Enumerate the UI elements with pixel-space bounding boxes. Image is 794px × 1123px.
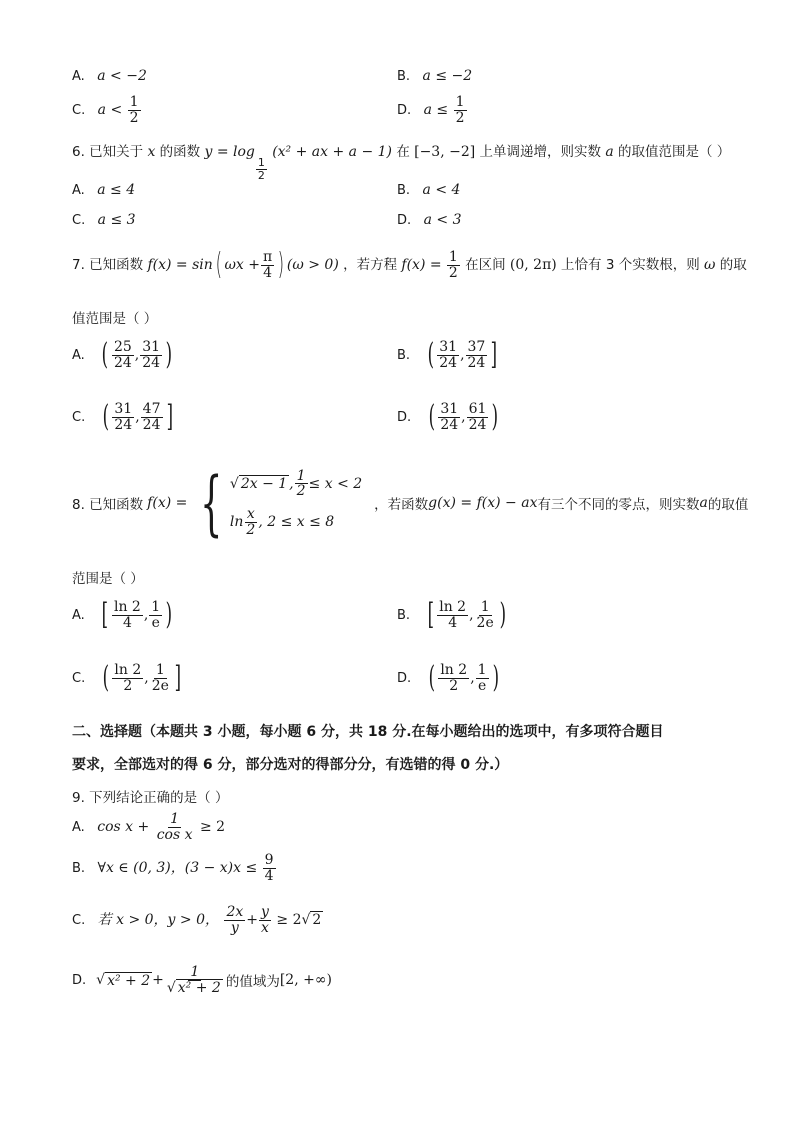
fraction-numerator: x [246,506,255,522]
q8-option-c-frac-1 [112,663,143,693]
q6-option-c-label: C. [72,213,86,228]
q8-var-a: a [699,495,708,511]
q6-log-arg: (x² + ax + a − 1) [272,144,393,160]
bracket-right: ) [499,597,506,633]
fraction-denominator: e [151,614,160,631]
paren-left: ( [215,247,222,283]
q8-case-1-comma: , [289,475,294,492]
q6-option-c [72,212,136,228]
q6-option-b-label: B. [397,183,411,198]
bracket-left: ( [428,399,435,435]
bracket-left: ( [428,660,435,696]
q7-option-c-frac-1 [112,402,134,432]
q8-option-a-label: A. [72,608,85,624]
fraction-denominator: cos x [156,826,193,843]
q6-stem-text: 在 [396,144,410,160]
q6-stem-text: 的函数 [159,144,201,160]
q8-option-a-frac-1 [112,600,143,630]
fraction-denominator: 24 [142,416,161,433]
q5-option-d [397,95,468,125]
q8-stem-line-2 [72,567,144,587]
sqrt-sign: √ [301,912,311,929]
q7-option-b: B. ( $\frac{31}{24}$ , $\frac{37}{24}$ ] [397,337,498,373]
q9-option-d-fraction [165,965,225,995]
bracket-right: ] [166,399,173,435]
q6-option-d-label: D. [397,213,412,228]
q7-pi-fraction [261,250,274,280]
fraction-denominator: 2 [246,521,256,538]
q9-option-b [72,853,277,883]
q7-condition: (ω > 0) [286,257,339,274]
fraction-numerator: ln 2 [114,662,142,678]
q5-option-d-label: D. [397,103,412,119]
q8-func: f(x) = [147,495,188,511]
q5-option-c [72,95,142,125]
bracket-left: ( [102,660,109,696]
q7-stem-text: 7. 已知函数 [72,257,144,274]
q6-stem-text: 上单调递增，则实数 [479,144,602,160]
fraction-numerator: 1 [129,94,139,110]
fraction-denominator: 2 [448,264,458,281]
q8-g-func: g(x) = f(x) − ax [428,495,538,511]
fraction-numerator: ln 2 [440,662,468,678]
q7-option-a: A. ( $\frac{25}{24}$ , $\frac{31}{24}$ ) [72,337,173,373]
q6-option-a-expr: a ≤ 4 [97,182,136,198]
q7-option-c: C. ( $\frac{31}{24}$ , $\frac{47}{24}$ ] [72,399,173,435]
q7-option-b-frac-1 [437,340,459,370]
q9-option-a-post: ≥ 2 [199,819,226,836]
fraction-denominator: 2 [257,168,265,182]
q8-case-2 [230,507,362,537]
q9-option-a [72,812,225,842]
q9-option-d [72,965,332,995]
fraction-numerator: 31 [440,401,459,417]
q9-stem: 9. 下列结论正确的是（ ） [72,790,229,806]
q8-option-d-label: D. [397,671,412,687]
fraction-numerator: 31 [439,339,458,355]
q9-option-a-pre: cos x + [97,819,150,836]
fraction-numerator: 47 [142,401,161,417]
q8-option-b-label: B. [397,608,411,624]
q9-option-c-frac-1 [224,905,245,935]
q8-option-d-frac-2 [476,663,489,693]
q7-inner: ωx + [224,257,260,274]
q8-piecewise-cases [230,469,362,538]
fraction-numerator: 25 [113,339,132,355]
q6-interval: [−3, −2] [414,144,476,160]
q7-option-a-label: A. [72,348,85,364]
q8-case-1-range: ≤ x < 2 [308,475,363,492]
q8-option-a: A. [ $\frac{\ln 2}{4}$ , $\frac{1}{e}$ ) [72,597,173,633]
fraction-denominator: 4 [122,614,132,631]
q6-option-c-expr: a ≤ 3 [97,212,136,228]
q6-stem-text: 的取值范围是（ ） [617,144,731,160]
q9-option-d-den-radicand: x² + 2 [177,979,221,996]
q7-stem-text: 在区间 [465,257,506,274]
sqrt-sign: √ [96,972,106,989]
fraction-numerator: 2x [226,904,244,920]
q6-option-d-expr: a < 3 [423,212,462,228]
q8-stem-text: 的取值 [707,497,749,513]
q9-option-b-label: B. [72,861,86,877]
fraction-denominator: 4 [263,264,273,281]
paren-right: ) [277,247,285,283]
q9-option-c-pre: 若 x > 0，y > 0， [97,912,220,929]
q7-stem [72,247,747,283]
fraction-denominator: 2 [455,109,465,126]
q7-stem-line-2 [72,307,157,327]
fraction-denominator: 24 [142,354,161,371]
fraction-numerator: 1 [170,811,180,827]
q7-option-a-frac-1 [112,340,134,370]
q5-option-a [72,68,147,84]
q9-option-c [72,905,323,935]
q6-option-a [72,182,135,198]
q8-case-2-range: , 2 ≤ x ≤ 8 [258,514,335,531]
fraction-numerator: 1 [448,249,458,265]
q9-option-a-label: A. [72,820,85,836]
fraction-numerator: 1 [480,599,490,615]
q8-option-d-frac-1 [438,663,469,693]
fraction-numerator: 1 [257,156,265,169]
q8-option-c-label: C. [72,671,86,687]
q9-option-d-range: [2, +∞) [279,972,332,989]
fraction-numerator: 1 [296,467,306,484]
q6-var-a: a [605,144,614,160]
q5-option-b-label: B. [397,69,411,84]
fraction-denominator: 4 [448,614,458,631]
bracket-right: ) [165,337,173,373]
q6-var-x: x [147,144,156,160]
q6-option-b-expr: a < 4 [422,182,461,198]
fraction-denominator: 24 [468,416,487,433]
fraction-denominator: 2 [449,677,459,694]
fraction-numerator: 9 [264,852,274,868]
q8-case-2-fraction [244,507,257,537]
q6-option-b [397,182,460,198]
q8-case-1-radicand: 2x − 1 [240,475,288,492]
q9-option-b-fraction [263,853,276,883]
fraction-numerator: 1 [190,964,200,980]
fraction-numerator: 1 [155,662,165,678]
fraction-denominator: √ x² + 2 [166,979,221,996]
fraction-numerator: 1 [477,662,487,678]
q8-option-a-frac-2 [149,600,162,630]
q8-option-b: B. [ $\frac{\ln 2}{4}$ , $\frac{1}{2e}$ ) [397,597,506,633]
q5-option-c-fraction [128,95,141,125]
q7-stem-text: 上恰有 3 个实数根，则 [561,257,700,274]
q9-option-c-post: ≥ 2 [276,912,302,929]
q9-option-d-text: 的值域为 [225,974,280,991]
bracket-right: ] [174,660,181,696]
q5-option-b [397,68,472,84]
q9-option-c-frac-2 [259,905,271,935]
fraction-denominator: 2e [476,614,494,631]
q5-option-b-expr: a ≤ −2 [422,68,473,84]
bracket-right: ) [492,399,499,435]
q7-option-d-frac-2 [467,402,489,432]
q9-option-b-pre: ∀x ∈ (0, 3)，(3 − x)x ≤ [97,860,258,877]
q6-stem [72,140,730,181]
q8-option-b-frac-1 [437,600,468,630]
q7-omega: ω [704,257,716,274]
q7-stem-text: 值范围是（ ） [72,311,158,327]
q7-option-d-frac-1 [438,402,460,432]
fraction-denominator: 2 [296,483,306,500]
q7-interval: (0, 2π) [509,257,557,274]
q6-option-a-label: A. [72,183,85,198]
q9-option-c-radicand: 2 [312,912,322,929]
fraction-denominator: 2 [129,109,139,126]
bracket-left: [ [427,597,434,633]
bracket-left: [ [101,597,109,633]
fraction-denominator: y [230,919,239,936]
q8-option-d: D. ( $\frac{\ln 2}{2}$ , $\frac{1}{e}$ ) [397,660,499,696]
fraction-denominator: 2e [151,677,169,694]
fraction-numerator: 1 [151,599,161,615]
section-2-heading-line-1: 二、选择题（本题共 3 小题，每小题 6 分，共 18 分.在每小题给出的选项中，有多项符合题目 [72,724,664,740]
q9-option-d-radicand: x² + 2 [107,972,151,989]
section-2-heading-line-2: 要求，全部选对的得 6 分，部分选对的得部分分，有选错的得 0 分.） [72,757,509,773]
fraction-denominator: 24 [467,354,486,371]
q6-option-d [397,212,462,228]
bracket-left: ( [101,337,109,373]
fraction-numerator: 31 [142,339,161,355]
q8-stem-text: 有三个不同的零点，则实数 [537,497,700,513]
q7-option-c-frac-2 [141,402,163,432]
q6-log-base [256,157,267,181]
q8-stem-text: 8. 已知函数 [72,497,144,513]
fraction-numerator: 31 [114,401,133,417]
q5-option-d-prefix: a ≤ [423,102,449,119]
fraction-denominator: x [261,919,269,936]
q6-func: y = log [204,144,255,160]
fraction-numerator: 1 [455,94,465,110]
bracket-right: ) [165,597,173,633]
plus-sign: + [152,972,164,989]
bracket-right: ] [490,337,498,373]
bracket-left: ( [102,399,109,435]
q7-option-c-label: C. [72,410,86,426]
q8-stem-text: ，若函数 [374,497,429,513]
fraction-denominator: e [477,677,487,694]
fraction-numerator: y [261,904,269,920]
q8-stem [72,462,749,544]
fraction-denominator: 24 [440,416,459,433]
bracket-right: ) [492,660,499,696]
fraction-numerator: 61 [468,401,487,417]
q5-option-c-label: C. [72,103,86,119]
q8-option-b-frac-2 [475,600,496,630]
q8-piecewise-brace: { [200,462,223,544]
q8-case-1: √ 2x − 1 , $\frac{1}{2}$ ≤ x < 2 [229,467,363,500]
q7-half-fraction [447,250,460,280]
q7-func-2: f(x) = [401,257,442,274]
fraction-numerator: π [263,249,273,265]
q7-option-d: D. ( $\frac{31}{24}$ , $\frac{61}{24}$ ) [397,399,499,435]
q5-option-d-fraction [454,95,467,125]
fraction-denominator: 2 [123,677,133,694]
q8-option-c-frac-2 [150,663,171,693]
q8-case-2-ln: ln [229,514,244,531]
q7-option-d-label: D. [397,410,412,426]
fraction-denominator: 24 [114,416,133,433]
q8-option-c: C. ( $\frac{\ln 2}{2}$ , $\frac{1}{2e}$ ] [72,660,181,696]
q6-stem-text: 6. 已知关于 [72,144,144,160]
q5-option-a-expr: a < −2 [97,68,147,84]
fraction-numerator: ln 2 [113,599,141,615]
fraction-denominator: 24 [113,354,132,371]
q9-option-c-label: C. [72,913,86,929]
plus-sign: + [246,912,259,929]
q5-option-a-label: A. [72,69,85,84]
q7-option-a-frac-2 [140,340,162,370]
fraction-denominator: 4 [264,867,274,884]
q7-func: f(x) = sin [147,257,213,274]
fraction-numerator: 37 [467,339,486,355]
q8-case-1-fraction [295,469,308,499]
fraction-numerator: ln 2 [439,599,467,615]
q9-option-d-label: D. [72,972,87,988]
q8-stem-text: 范围是（ ） [72,571,144,587]
q9-option-a-fraction [155,812,195,842]
q7-option-b-label: B. [397,348,411,364]
fraction-denominator: 24 [439,354,458,371]
bracket-left: ( [427,337,434,373]
q7-stem-text: 的取 [719,257,747,274]
q5-option-c-prefix: a < [97,102,123,119]
q7-stem-text: ，若方程 [343,257,398,274]
q7-option-b-frac-2 [466,340,488,370]
